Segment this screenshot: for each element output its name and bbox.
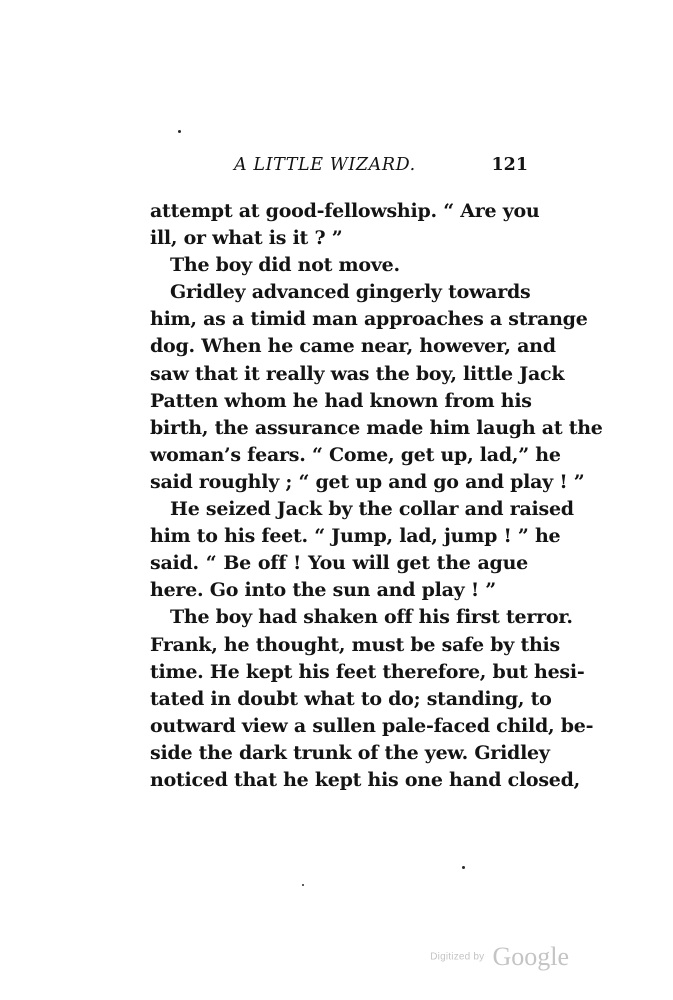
text-line: tated in doubt what to do; standing, to [150,687,552,710]
text-line: here. Go into the sun and play ! ” [150,579,496,602]
running-header [150,155,528,181]
text-line: The boy did not move. [170,254,400,277]
text-line: side the dark trunk of the yew. Gridley [150,741,550,764]
ink-speck [178,130,181,133]
google-logo: Google [492,942,569,971]
digitized-watermark [430,942,569,976]
text-line: dog. When he came near, however, and [150,335,556,358]
digitized-by-label: Digitized by [430,951,485,963]
text-line: him, as a timid man approaches a strange [150,308,588,331]
ink-speck [462,866,465,869]
text-line: saw that it really was the boy, little Jack [150,362,565,385]
text-line: woman’s fears. “ Come, get up, lad,” he [150,443,561,466]
text-line: outward view a sullen pale-faced child, be- [150,714,594,737]
text-line: attempt at good-fellowship. “ Are you [150,200,540,222]
text-line: Patten whom he had known from his [150,389,532,412]
text-line: Frank, he thought, must be safe by this [150,633,560,656]
text-line: He seized Jack by the collar and raised [170,498,574,521]
text-line: The boy had shaken off his first terror. [170,606,573,629]
ink-speck [302,884,304,886]
text-line: noticed that he kept his one hand closed, [150,768,581,791]
text-line: said roughly ; “ get up and go and play ! ” [150,470,585,493]
running-title: A LITTLE WIZARD. [234,155,416,175]
body-text [150,198,603,794]
text-line: him to his feet. “ Jump, lad, jump ! ” he [150,525,561,548]
text-line: time. He kept his feet therefore, but hesi- [150,660,585,683]
page-number: 121 [491,155,528,175]
text-line: birth, the assurance made him laugh at the [150,416,603,439]
text-line: said. “ Be off ! You will get the ague [150,552,528,575]
text-line: ill, or what is it ? ” [150,227,343,250]
text-line: Gridley advanced gingerly towards [170,281,531,304]
